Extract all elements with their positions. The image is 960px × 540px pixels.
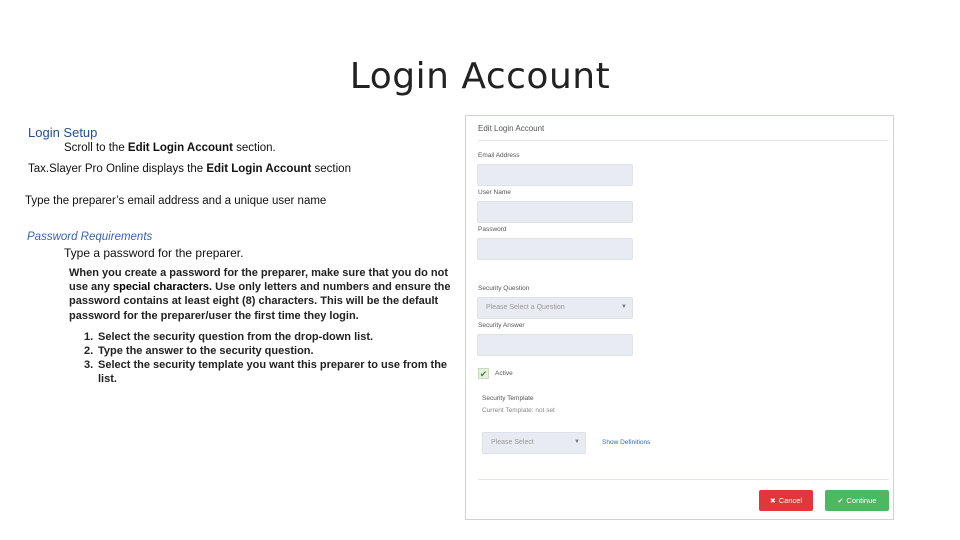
password-label: Password [478,226,507,233]
check-icon: ✔ [479,369,488,379]
password-paragraph-bold: special characters. [113,281,213,294]
password-paragraph [69,266,464,323]
current-template-text: Current Template: not set [482,407,555,414]
username-label: User Name [478,189,511,196]
instructions-panel [0,0,470,540]
section-heading: Login Setup [28,125,98,140]
security-template-placeholder: Please Select [491,439,534,446]
security-answer-field[interactable] [477,334,633,356]
chevron-down-icon: ▼ [621,304,627,310]
instruction-password: Type a password for the preparer. [64,246,244,260]
instruction-scroll-bold: Edit Login Account [127,142,233,154]
step-text: Type the answer to the security question. [98,345,314,357]
active-checkbox[interactable] [478,368,489,379]
step-text: Select the security template you want this preparer to use from the list. [98,359,448,385]
step-number: 2. [84,345,94,357]
continue-button[interactable] [825,490,889,511]
instruction-display-text: Tax.Slayer Pro Online displays the [28,163,207,175]
footer-divider [478,479,889,480]
instruction-scroll-end: section. [232,142,276,154]
security-template-select[interactable] [482,432,586,454]
slide-title: Login Account [349,56,611,97]
email-field[interactable] [477,164,633,186]
password-paragraph-end: Use only letters and numbers and ensure the password contains at least eight (8) characters. This will be the default password for the preparer/user the first time they login. [69,281,451,322]
password-requirements-heading: Password Requirements [27,231,153,243]
chevron-down-icon: ▼ [574,439,580,445]
list-item [84,358,454,386]
close-icon: ✖ [769,498,776,505]
security-question-placeholder: Please Select a Question [486,304,565,311]
check-icon: ✔ [837,498,844,505]
instruction-email: Type the preparer’s email address and a unique user name [25,195,327,207]
instruction-display-bold: Edit Login Account [206,163,312,175]
instruction-scroll [64,142,276,154]
cancel-button-label: Cancel [778,496,803,505]
cancel-button[interactable] [759,490,813,511]
security-question-label: Security Question [478,285,530,292]
security-question-select[interactable] [477,297,633,319]
instruction-scroll-text: Scroll to the [64,142,128,154]
password-field[interactable] [477,238,633,260]
continue-button-label: Continue [846,496,877,505]
show-definitions-link[interactable]: Show Definitions [602,439,651,446]
step-number: 3. [84,359,94,371]
instruction-display-end: section [311,163,351,175]
step-text: Select the security question from the drop-down list. [98,331,374,343]
step-number: 1. [84,331,94,343]
security-template-heading: Security Template [482,395,534,402]
steps-list [84,330,454,386]
list-item [84,344,454,358]
instruction-display [28,163,351,175]
active-label: Active [495,370,513,377]
list-item [84,330,454,344]
panel-divider [478,140,889,141]
username-field[interactable] [477,201,633,223]
panel-title: Edit Login Account [478,124,545,133]
edit-login-account-panel [465,115,894,520]
email-label: Email Address [478,152,520,159]
security-answer-label: Security Answer [478,322,525,329]
password-paragraph-text: When you create a password for the preparer, make sure that you do not use any [69,267,448,294]
